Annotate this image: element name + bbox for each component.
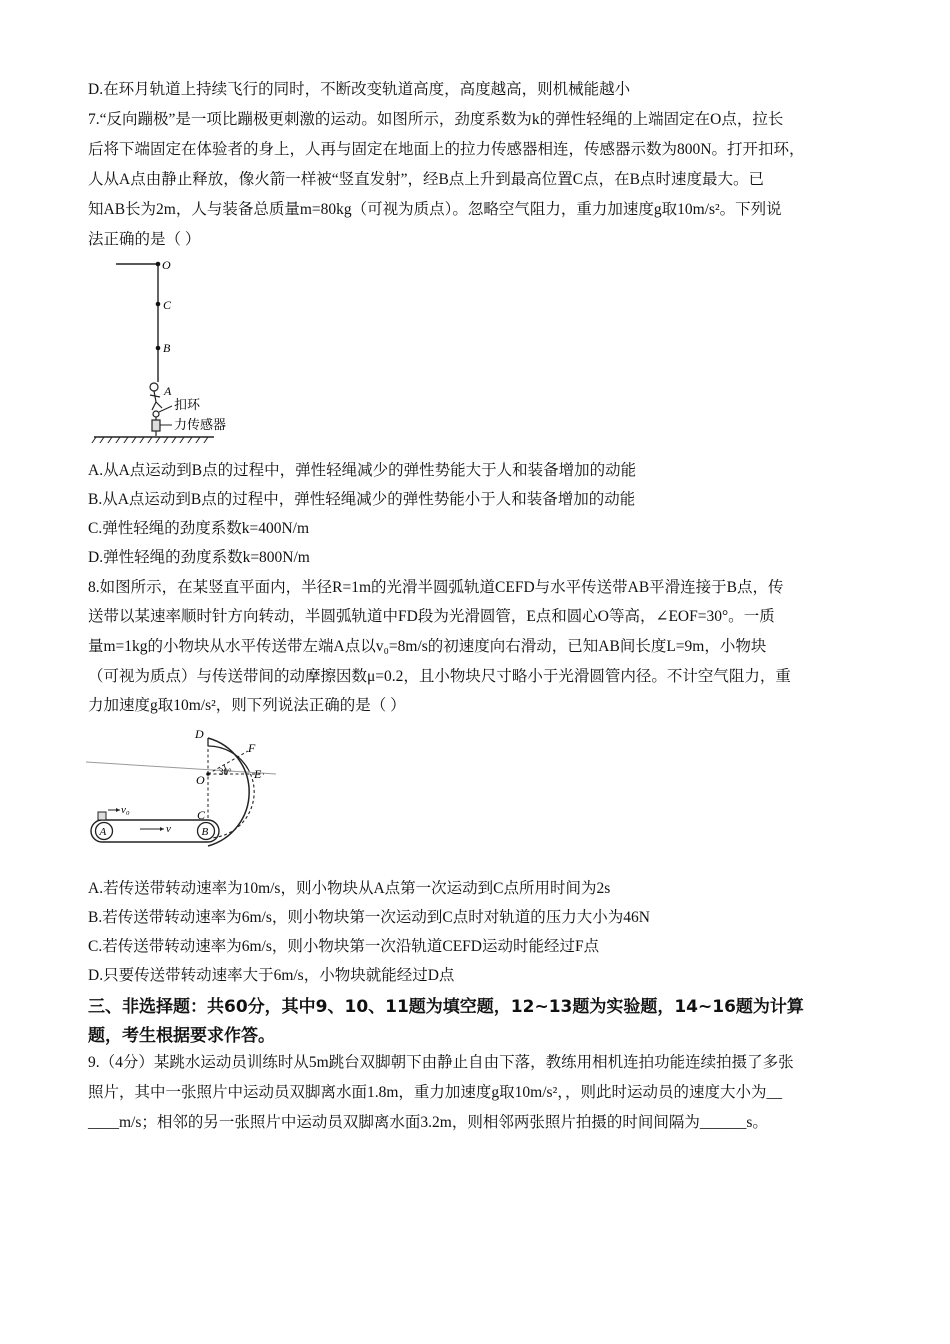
q8-stem-line: 力加速度g取10m/s²，则下列说法正确的是（ ）	[88, 697, 406, 714]
label-b: B	[163, 341, 171, 355]
q7-stem-line: 7.“反向蹦极”是一项比蹦极更刺激的运动。如图所示，劲度系数为k的弹性轻绳的上端固定在O点，拉长	[88, 111, 784, 128]
q7-stem-line: 法正确的是（ ）	[88, 231, 201, 248]
point-o	[156, 262, 161, 267]
q8-option-d: D.只要传送带转动速率大于6m/s，小物块就能经过D点	[88, 967, 455, 984]
label-f: F	[248, 741, 256, 755]
q7-option-d: D.弹性轻绳的劲度系数k=800N/m	[88, 549, 310, 566]
q8-figure	[86, 724, 286, 854]
q9-stem-line: 9.（4分）某跳水运动员训练时从5m跳台双脚朝下由静止自由下落，教练用相机连拍功能连续拍摄了多张	[88, 1054, 794, 1071]
label-o: O	[196, 773, 205, 787]
label-buckle: 扣环	[174, 397, 201, 412]
person-figure	[150, 383, 162, 410]
label-b: B	[201, 826, 209, 838]
label-e: E	[254, 767, 262, 781]
label-angle: 30°	[219, 767, 232, 777]
sensor-icon	[152, 420, 160, 431]
label-a: A	[99, 826, 107, 838]
label-sensor: 力传感器	[174, 417, 227, 432]
q7-option-a: A.从A点运动到B点的过程中，弹性轻绳减少的弹性势能大于人和装备增加的动能	[88, 462, 637, 479]
q6-option-d: D.在环月轨道上持续飞行的同时，不断改变轨道高度，高度越高，则机械能越小	[88, 81, 631, 98]
label-d: D	[195, 727, 204, 741]
point-c	[156, 302, 161, 307]
q7-option-c: C.弹性轻绳的劲度系数k=400N/m	[88, 520, 310, 537]
q8-option-a: A.若传送带转动速率为10m/s，则小物块从A点第一次运动到C点所用时间为2s	[88, 880, 611, 897]
block-icon	[98, 812, 106, 820]
q7-option-b: B.从A点运动到B点的过程中，弹性轻绳减少的弹性势能小于人和装备增加的动能	[88, 491, 636, 508]
q8-stem-line: 8.如图所示，在某竖直平面内，半径R=1m的光滑半圆弧轨道CEFD与水平传送带AB平滑连接于B点，传	[88, 579, 784, 596]
buckle-icon	[153, 411, 159, 417]
q8-stem-line: 量m=1kg的小物块从水平传送带左端A点以v₀=8m/s的初速度向右滑动，已知AB间长度L=9m，小物块	[88, 638, 767, 655]
label-c: C	[163, 298, 172, 312]
q9-stem-line: 照片，其中一张照片中运动员双脚离水面1.8m，重力加速度g取10m/s²，，则此时运动员的速度大小为__	[88, 1084, 782, 1101]
q8-stem-line: 送带以某速率顺时针方向转动，半圆弧轨道中FD段为光滑圆管，E点和圆心O等高，∠EOF=30°。一质	[88, 608, 775, 625]
q7-stem-line: 人从A点由静止释放，像火箭一样被“竖直发射”，经B点上升到最高位置C点，在B点时速度最大。已	[88, 171, 764, 188]
section3-heading-line: 题，考生根据要求作答。	[88, 1026, 275, 1046]
q9-stem-line: ____m/s；相邻的另一张照片中运动员双脚离水面3.2m，则相邻两张照片拍摄的时间间隔为______s。	[88, 1114, 768, 1131]
label-a: A	[164, 384, 172, 398]
q7-stem-line: 知AB长为2m，人与装备总质量m=80kg（可视为质点）。忽略空气阻力，重力加速度g取10m/s²。下列说	[88, 201, 782, 218]
point-b	[156, 346, 161, 351]
section3-heading-line: 三、非选择题：共60分，其中9、10、11题为填空题，12~13题为实验题，14~16题为计算	[88, 997, 804, 1017]
label-o: O	[162, 258, 171, 272]
q7-figure	[88, 252, 248, 450]
label-v: v	[166, 823, 171, 835]
q8-option-b: B.若传送带转动速率为6m/s，则小物块第一次运动到C点时对轨道的压力大小为46N	[88, 909, 650, 926]
label-v0: v₀	[121, 804, 130, 816]
q8-stem-line: （可视为质点）与传送带间的动摩擦因数μ=0.2，且小物块尺寸略小于光滑圆管内径。不计空气阻力，重	[88, 668, 791, 685]
q7-stem-line: 后将下端固定在体验者的身上，人再与固定在地面上的拉力传感器相连，传感器示数为800N。打开扣环，	[88, 141, 805, 158]
label-c: C	[197, 808, 206, 822]
q8-option-c: C.若传送带转动速率为6m/s，则小物块第一次沿轨道CEFD运动时能经过F点	[88, 938, 600, 955]
ground-hatching	[92, 437, 208, 443]
point-o	[206, 772, 210, 776]
